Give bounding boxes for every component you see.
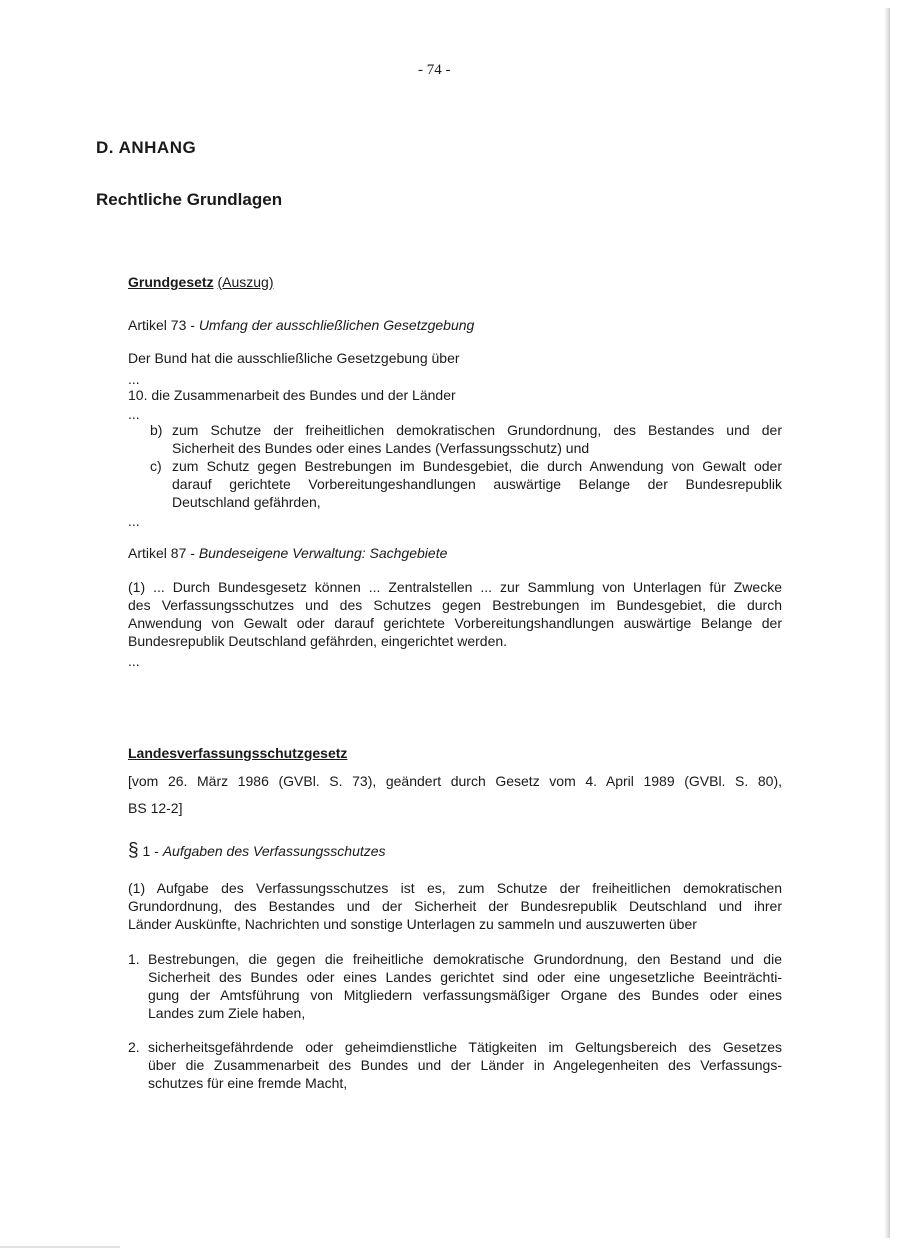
grundgesetz-title-suffix: (Auszug) — [217, 274, 274, 290]
article-73-intro: Der Bund hat die ausschließliche Gesetzgebung über — [128, 350, 460, 366]
item-2-line: schutzes für eine fremde Macht, — [148, 1075, 348, 1091]
lvsg-source-line: [vom 26. März 1986 (GVBl. S. 73), geändert durch Gesetz vom 4. April 1989 (GVBl. S. 80), — [128, 773, 782, 789]
paragraph-1-intro-line: (1) Aufgabe des Verfassungsschutzes ist es, zum Schutze der freiheitlichen demokratischen — [128, 880, 782, 896]
item-b-label: b) — [150, 422, 163, 438]
item-c-line: zum Schutz gegen Bestrebungen im Bundesgebiet, die durch Anwendung von Gewalt oder — [172, 458, 782, 474]
paragraph-1-intro-line: Grundordnung, des Bestandes und der Sicherheit der Bundesrepublik Deutschland und ihrer — [128, 898, 782, 914]
article-87-label: Artikel 87 - — [128, 545, 195, 561]
article-87-heading — [128, 544, 447, 562]
page-number: - 74 - — [418, 62, 451, 78]
item-1-line: Bestrebungen, die gegen die freiheitliche demokratische Grundordnung, den Bestand und die — [148, 951, 782, 967]
article-87-line: (1) ... Durch Bundesgesetz können ... Zentralstellen ... zur Sammlung von Unterlagen für Zwecke — [128, 579, 782, 595]
paragraph-1-title: Aufgaben des Verfassungsschutzes — [162, 843, 386, 859]
ellipsis: ... — [128, 653, 140, 669]
article-87-line: Anwendung von Gewalt oder darauf gerichtete Vorbereitungshandlungen auswärtige Belange der — [128, 615, 782, 631]
lvsg-title: Landesverfassungsschutzgesetz — [128, 745, 348, 761]
paragraph-1-intro-line: Länder Auskünfte, Nachrichten und sonstige Unterlagen zu sammeln und auszuwerten über — [128, 916, 697, 932]
article-73-title: Umfang der ausschließlichen Gesetzgebung — [198, 317, 475, 333]
section-symbol: § — [128, 840, 139, 861]
item-2-label: 2. — [128, 1039, 140, 1055]
item-2-line: sicherheitsgefährdende oder geheimdienstliche Tätigkeiten im Geltungsbereich des Gesetzes — [148, 1039, 782, 1055]
item-c-line: darauf gerichtete Vorbereitungeshandlungen auswärtige Belange der Bundesrepublik — [172, 476, 782, 492]
paragraph-1-label: 1 - — [142, 843, 159, 859]
article-87-line: Bundesrepublik Deutschland gefährden, eingerichtet werden. — [128, 633, 508, 649]
grundgesetz-title: Grundgesetz — [128, 274, 214, 290]
item-1-line: Sicherheit des Bundes oder eines Landes gerichtet sind oder eine ungesetzliche Beeinträchti- — [148, 969, 782, 985]
item-1-line: Landes zum Ziele haben, — [148, 1005, 306, 1021]
ellipsis: ... — [128, 371, 140, 387]
item-1-label: 1. — [128, 951, 140, 967]
section-heading: D. ANHANG — [96, 138, 197, 157]
article-73-heading — [128, 316, 474, 334]
item-c-line: Deutschland gefährden, — [172, 494, 321, 510]
article-87-line: des Verfassungsschutzes und des Schutzes gegen Bestrebungen im Bundesgebiet, die durch — [128, 597, 782, 613]
scan-edge-line — [0, 1246, 120, 1248]
article-87-title: Bundeseigene Verwaltung: Sachgebiete — [198, 545, 448, 561]
item-2-line: über die Zusammenarbeit des Bundes und der Länder in Angelegenheiten des Verfassungs- — [148, 1057, 782, 1073]
article-73-item-10: 10. die Zusammenarbeit des Bundes und der Länder — [128, 387, 456, 403]
lvsg-source-line: BS 12-2] — [128, 800, 183, 816]
ellipsis: ... — [128, 406, 140, 422]
article-73-label: Artikel 73 - — [128, 317, 195, 333]
item-b-line: zum Schutze der freiheitlichen demokratischen Grundordnung, des Bestandes und der — [172, 422, 782, 438]
subheading: Rechtliche Grundlagen — [96, 190, 283, 209]
item-1-line: gung der Amtsführung von Mitgliedern verfassungsmäßiger Organe des Bundes oder eines — [148, 987, 782, 1003]
paragraph-1-heading — [128, 842, 386, 860]
item-c-label: c) — [150, 458, 162, 474]
item-b-line: Sicherheit des Bundes oder eines Landes (Verfassungsschutz) und — [172, 440, 590, 456]
ellipsis: ... — [128, 513, 140, 529]
grundgesetz-heading — [128, 273, 274, 291]
scan-edge-shadow — [884, 8, 890, 1238]
